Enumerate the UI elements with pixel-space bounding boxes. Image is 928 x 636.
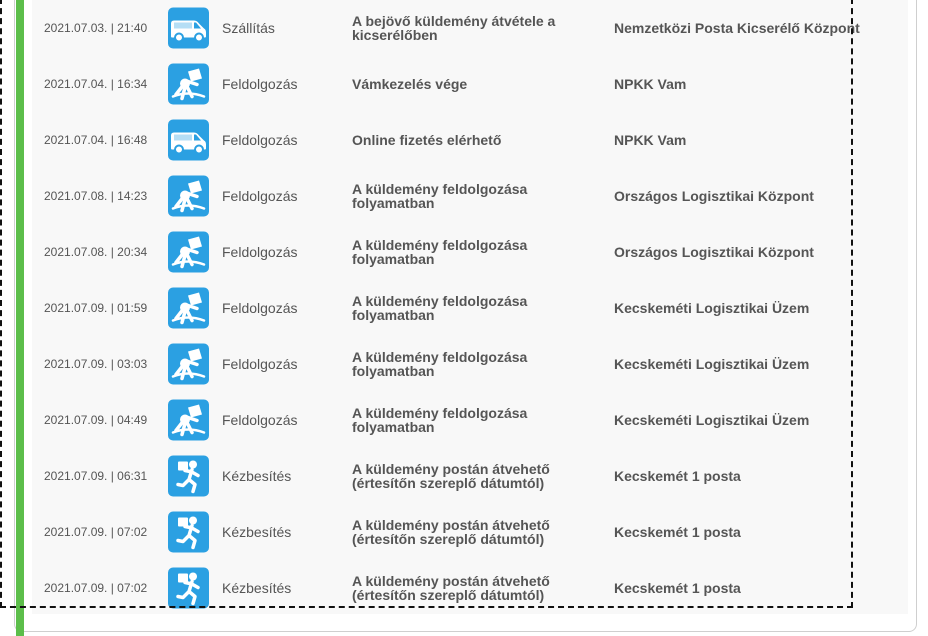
event-description: Vámkezelés vége bbox=[352, 76, 468, 92]
van-icon bbox=[168, 8, 209, 49]
event-location: Kecskemét 1 posta bbox=[614, 524, 741, 540]
event-description: A bejövő küldemény átvétele a kicserélőben bbox=[352, 13, 556, 43]
event-location: Kecskeméti Logisztikai Üzem bbox=[614, 412, 810, 428]
tracking-event-row bbox=[32, 56, 908, 112]
event-location: Nemzetközi Posta Kicserélő Központ bbox=[614, 20, 860, 36]
event-category: Feldolgozás bbox=[222, 356, 298, 372]
tracking-event-row bbox=[32, 112, 908, 168]
van-icon bbox=[168, 120, 209, 161]
tracking-event-list bbox=[32, 0, 908, 614]
event-category: Feldolgozás bbox=[222, 300, 298, 316]
event-datetime: 2021.07.09. | 07:02 bbox=[44, 525, 148, 539]
event-datetime: 2021.07.08. | 14:23 bbox=[44, 189, 148, 203]
conveyor-icon bbox=[168, 400, 209, 441]
event-location: NPKK Vam bbox=[614, 76, 687, 92]
event-datetime: 2021.07.09. | 03:03 bbox=[44, 357, 148, 371]
event-description: A küldemény postán átvehető (értesítőn szereplő dátumtól) bbox=[352, 517, 550, 547]
event-datetime: 2021.07.09. | 07:02 bbox=[44, 581, 148, 595]
event-location: Kecskeméti Logisztikai Üzem bbox=[614, 356, 810, 372]
event-datetime: 2021.07.08. | 20:34 bbox=[44, 245, 148, 259]
tracking-event-row bbox=[32, 448, 908, 504]
event-datetime: 2021.07.09. | 06:31 bbox=[44, 469, 148, 483]
event-category: Kézbesítés bbox=[222, 468, 292, 484]
event-datetime: 2021.07.09. | 01:59 bbox=[44, 301, 148, 315]
event-category: Feldolgozás bbox=[222, 188, 298, 204]
event-description: A küldemény postán átvehető (értesítőn szereplő dátumtól) bbox=[352, 573, 550, 603]
tracking-event-row bbox=[32, 224, 908, 280]
conveyor-icon bbox=[168, 176, 209, 217]
conveyor-icon bbox=[168, 344, 209, 385]
event-datetime: 2021.07.04. | 16:34 bbox=[44, 77, 148, 91]
courier-icon bbox=[168, 568, 209, 609]
event-category: Feldolgozás bbox=[222, 244, 298, 260]
event-location: NPKK Vam bbox=[614, 132, 687, 148]
conveyor-icon bbox=[168, 288, 209, 329]
event-category: Szállítás bbox=[222, 20, 275, 36]
event-location: Kecskeméti Logisztikai Üzem bbox=[614, 300, 810, 316]
event-description: Online fizetés elérhető bbox=[352, 132, 502, 148]
tracking-event-row bbox=[32, 0, 908, 56]
tracking-event-row bbox=[32, 392, 908, 448]
event-category: Feldolgozás bbox=[222, 412, 298, 428]
event-description: A küldemény feldolgozása folyamatban bbox=[352, 181, 528, 211]
event-location: Kecskemét 1 posta bbox=[614, 580, 741, 596]
event-location: Országos Logisztikai Központ bbox=[614, 188, 814, 204]
event-category: Feldolgozás bbox=[222, 76, 298, 92]
courier-icon bbox=[168, 456, 209, 497]
conveyor-icon bbox=[168, 232, 209, 273]
tracking-event-row bbox=[32, 168, 908, 224]
event-description: A küldemény feldolgozása folyamatban bbox=[352, 237, 528, 267]
tracking-event-row bbox=[32, 336, 908, 392]
event-category: Kézbesítés bbox=[222, 580, 292, 596]
event-datetime: 2021.07.09. | 04:49 bbox=[44, 413, 148, 427]
event-description: A küldemény feldolgozása folyamatban bbox=[352, 293, 528, 323]
event-description: A küldemény postán átvehető (értesítőn szereplő dátumtól) bbox=[352, 461, 550, 491]
timeline-accent-bar bbox=[16, 0, 24, 636]
event-category: Feldolgozás bbox=[222, 132, 298, 148]
event-description: A küldemény feldolgozása folyamatban bbox=[352, 405, 528, 435]
event-category: Kézbesítés bbox=[222, 524, 292, 540]
courier-icon bbox=[168, 512, 209, 553]
event-location: Kecskemét 1 posta bbox=[614, 468, 741, 484]
conveyor-icon bbox=[168, 64, 209, 105]
tracking-event-row bbox=[32, 504, 908, 560]
tracking-event-row bbox=[32, 560, 908, 616]
event-location: Országos Logisztikai Központ bbox=[614, 244, 814, 260]
tracking-event-row bbox=[32, 280, 908, 336]
event-datetime: 2021.07.03. | 21:40 bbox=[44, 21, 148, 35]
event-datetime: 2021.07.04. | 16:48 bbox=[44, 133, 148, 147]
event-description: A küldemény feldolgozása folyamatban bbox=[352, 349, 528, 379]
